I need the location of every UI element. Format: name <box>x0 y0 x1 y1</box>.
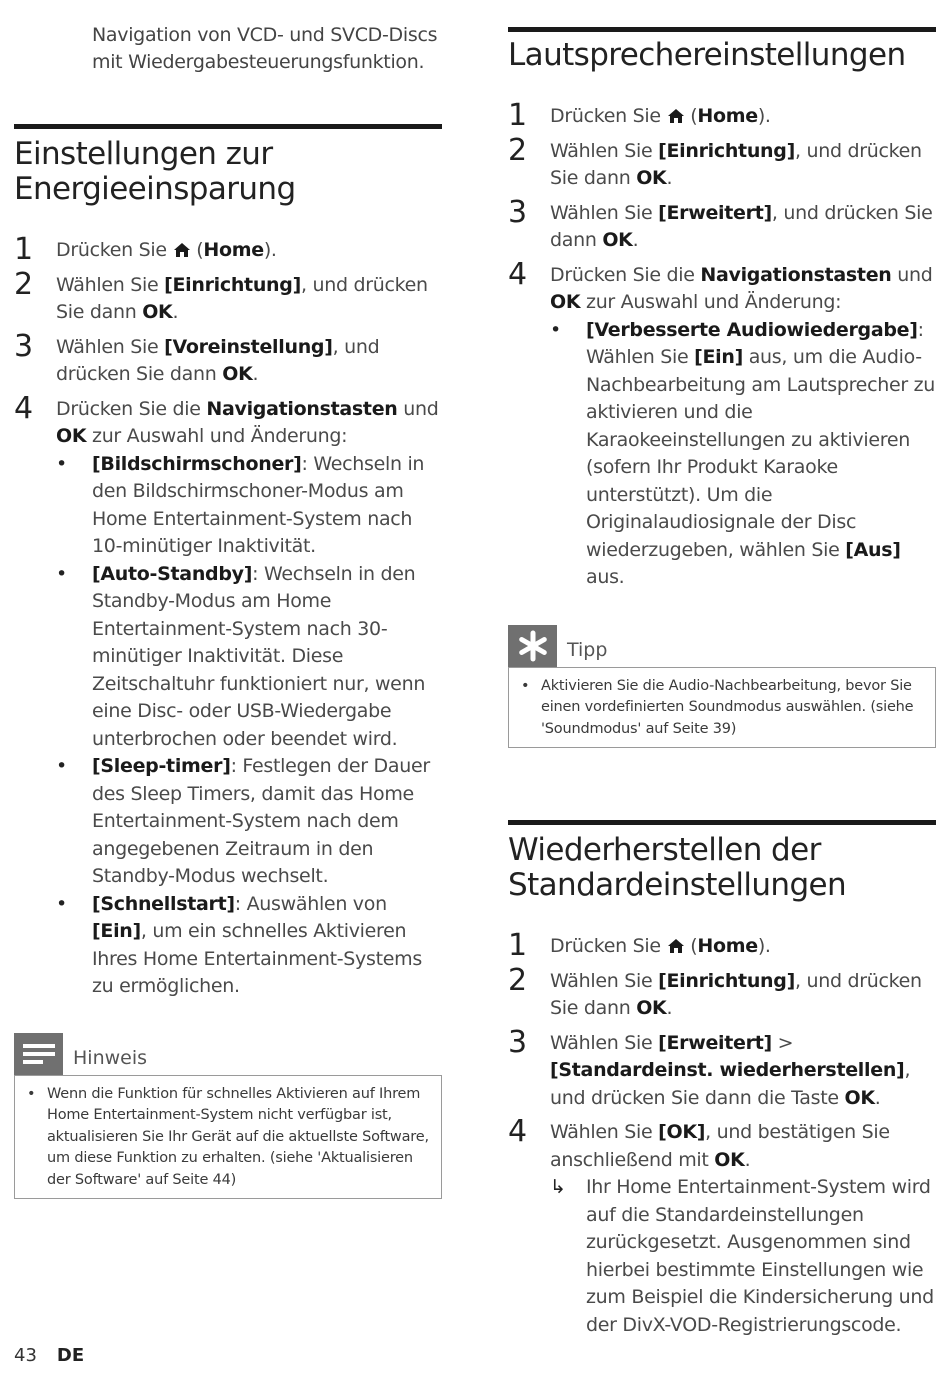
step-1: 1 Drücken Sie (Home). <box>508 928 771 963</box>
tip-body <box>508 667 936 749</box>
home-icon <box>667 108 685 124</box>
note-item: • Wenn die Funktion für schnelles Aktivieren auf Ihrem Home Entertainment-System nicht verfügbar ist, aktualisieren Sie Ihr Gerät auf die aktuellste Software, um diese Funktion zu erhalten. (siehe 'Aktualisieren der Software' auf Seite 44) <box>27 1085 429 1188</box>
result-text: ↳ Ihr Home Entertainment-System wird auf die Standardeinstellungen zurückgesetzt. Ausgenommen sind hierbei bestimmte Einstellungen wie zum Beispiel die Kindersicherung und der DivX-VOD-Registrierungscode. <box>550 1176 934 1336</box>
section-rule <box>14 124 442 129</box>
right-column <box>508 0 936 1339</box>
list-item: • [Sleep-timer]: Festlegen der Dauer des Sleep Timers, damit das Home Entertainment-System nach dem angegebenen Zeitraum in den Standby-Modus wechselt. <box>56 755 430 887</box>
page-number: 43 <box>14 1345 37 1366</box>
note-icon <box>14 1033 63 1075</box>
step-3: 3 Wählen Sie [Voreinstellung], und drücken Sie dann OK. <box>14 328 380 385</box>
section-rule <box>508 820 936 825</box>
energy-options-list <box>56 451 442 1001</box>
result-arrow-icon: ↳ <box>550 1176 566 1198</box>
step-2: 2 Wählen Sie [Einrichtung], und drücken Sie dann OK. <box>508 962 922 1019</box>
page-footer <box>14 1345 84 1366</box>
step-4: 4 Drücken Sie die Navigationstasten und OK zur Auswahl und Änderung: • [Verbesserte Audiowiedergabe]: Wählen Sie [Ein] aus, um die Audio-Nachbearbeitung am Lautsprecher zu aktivieren und die Karaokeeinstellungen zu aktivieren (sofern Ihr Produkt Karaoke unterstützt). Um die Originalaudiosignale der Disc wiederzugeben, wählen Sie [Aus] aus. <box>508 262 936 592</box>
section-rule <box>508 27 936 32</box>
tip-title: Tipp <box>567 638 608 661</box>
speaker-options-list <box>550 317 936 592</box>
note-title: Hinweis <box>73 1046 148 1069</box>
restore-steps <box>508 928 936 1339</box>
note-body <box>14 1075 442 1200</box>
home-icon <box>667 938 685 954</box>
section-title-restore: Wiederherstellen der Standardeinstellungen <box>508 832 847 903</box>
list-item: • [Auto-Standby]: Wechseln in den Standby-Modus am Home Entertainment-System nach 30-minütiger Inaktivität. Diese Zeitschaltuhr funktioniert nur, wenn eine Disc- oder USB-Wiedergabe unterbrochen oder beendet wird. <box>56 562 426 750</box>
energy-steps <box>14 232 442 1001</box>
note-header <box>14 1033 442 1075</box>
note-box <box>14 1033 442 1200</box>
step-1: 1 Drücken Sie (Home). <box>14 232 277 267</box>
section-title-energy: Einstellungen zur Energieeinsparung <box>14 136 296 207</box>
step-3: 3 Wählen Sie [Erweitert] > [Standardeinst. wiederherstellen], und drücken Sie dann die Taste OK. <box>508 1024 911 1109</box>
section-title-speaker: Lautsprechereinstellungen <box>508 37 906 73</box>
list-item: • [Schnellstart]: Auswählen von [Ein], um ein schnelles Aktivieren Ihres Home Entertainment-Systems zu ermöglichen. <box>56 892 422 997</box>
step-4: 4 Drücken Sie die Navigationstasten und OK zur Auswahl und Änderung: • [Bildschirmschoner]: Wechseln in den Bildschirmschoner-Modus am Home Entertainment-System nach 10-minütiger Inaktivität. • [Auto-Standby]: Wechseln in den Standby-Modus am Home Entertainment-System nach 30-minütiger Inaktivität. Diese Zeitschaltuhr funktioniert nur, wenn eine Disc- oder USB-Wiedergabe unterbrochen oder beendet wird. • [Sleep-timer]: Festlegen der Dauer des Sleep Timers, damit das Home Entertainment-System nach dem angegebenen Zeitraum in den Standby-Modus wechselt. • [Schnellstart]: Auswählen von [Ein], um ein schnelles Aktivieren Ihres Home Entertainment-Systems zu ermöglichen. <box>14 396 442 1001</box>
tip-box <box>508 625 936 749</box>
intro-text: Navigation von VCD- und SVCD-Discs mit Wiedergabesteuerungsfunktion. <box>92 24 438 73</box>
tip-icon <box>508 625 557 667</box>
step-4: 4 Wählen Sie [OK], und bestätigen Sie anschließend mit OK. ↳ Ihr Home Entertainment-System wird auf die Standardeinstellungen zurückgesetzt. Ausgenommen sind hierbei bestimmte Einstellungen wie zum Beispiel die Kindersicherung und der DivX-VOD-Registrierungscode. <box>508 1119 936 1339</box>
step-2: 2 Wählen Sie [Einrichtung], und drücken Sie dann OK. <box>508 132 922 189</box>
list-item: • [Verbesserte Audiowiedergabe]: Wählen Sie [Ein] aus, um die Audio-Nachbearbeitung am Lautsprecher zu aktivieren und die Karaokeeinstellungen zu aktivieren (sofern Ihr Produkt Karaoke unterstützt). Um die Originalaudiosignale der Disc wiederzugeben, wählen Sie [Aus] aus. <box>550 318 936 588</box>
step-2: 2 Wählen Sie [Einrichtung], und drücken Sie dann OK. <box>14 266 428 323</box>
speaker-steps <box>508 98 936 592</box>
tip-header <box>508 625 936 667</box>
language-label: DE <box>56 1345 85 1366</box>
left-column <box>14 0 442 1199</box>
home-icon <box>173 242 191 258</box>
step-1: 1 Drücken Sie (Home). <box>508 98 771 133</box>
list-item: • [Bildschirmschoner]: Wechseln in den Bildschirmschoner-Modus am Home Entertainment-System nach 10-minütiger Inaktivität. <box>56 452 425 557</box>
step-3: 3 Wählen Sie [Erweitert], und drücken Sie dann OK. <box>508 194 933 251</box>
tip-item: • Aktivieren Sie die Audio-Nachbearbeitung, bevor Sie einen vordefinierten Soundmodus auswählen. (siehe 'Soundmodus' auf Seite 39) <box>521 677 914 737</box>
